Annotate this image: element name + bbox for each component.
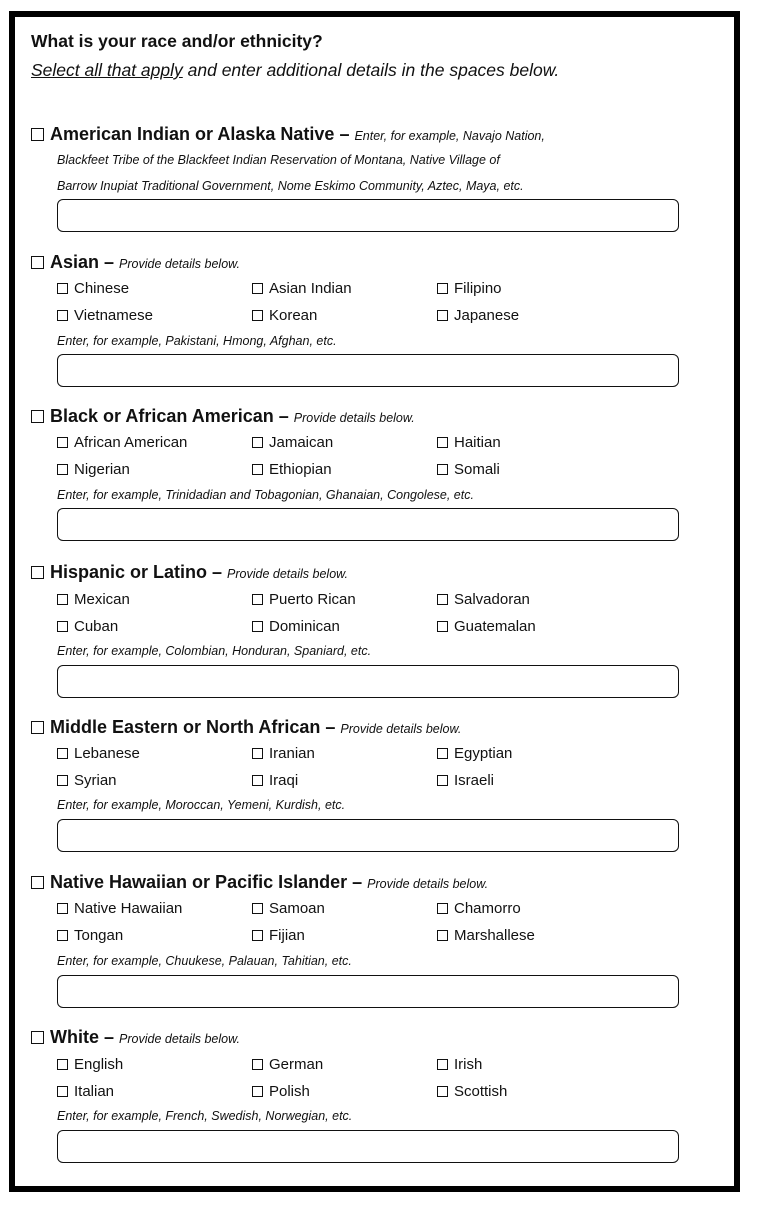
checkbox-icon[interactable] — [31, 128, 44, 141]
option-label: Haitian — [454, 434, 501, 451]
checkbox-icon[interactable] — [437, 903, 448, 914]
option-label: Asian Indian — [269, 280, 352, 297]
checkbox-icon[interactable] — [437, 748, 448, 759]
hint-text-line-3: Barrow Inupiat Traditional Government, Nome Eskimo Community, Aztec, Maya, etc. — [57, 179, 524, 193]
checkbox-icon[interactable] — [437, 310, 448, 321]
checkbox-icon[interactable] — [57, 1086, 68, 1097]
checkbox-icon[interactable] — [57, 464, 68, 475]
hint-text: Provide details below. — [293, 411, 415, 425]
option-label: Vietnamese — [74, 307, 153, 324]
checkbox-israeli[interactable] — [437, 772, 494, 790]
asian-details-input[interactable] — [57, 354, 679, 387]
option-label: Tongan — [74, 927, 124, 944]
checkbox-egyptian[interactable] — [437, 745, 512, 763]
checkbox-icon[interactable] — [252, 1059, 263, 1070]
main-label: Asian — [50, 252, 100, 272]
option-label: English — [74, 1056, 124, 1073]
checkbox-icon[interactable] — [252, 1086, 263, 1097]
option-label: Puerto Rican — [269, 591, 356, 608]
checkbox-middle-eastern-north-african[interactable] — [31, 716, 461, 740]
checkbox-haitian[interactable] — [437, 434, 501, 452]
option-label: Chamorro — [454, 900, 521, 917]
option-label: Israeli — [454, 772, 495, 789]
checkbox-icon[interactable] — [252, 621, 263, 632]
example-text: Enter, for example, French, Swedish, Norwegian, etc. — [57, 1109, 353, 1123]
checkbox-icon[interactable] — [437, 594, 448, 605]
instruction-select-all: Select all that apply — [31, 60, 183, 80]
checkbox-hispanic-latino[interactable] — [31, 561, 348, 585]
question-instruction — [31, 60, 559, 81]
checkbox-icon[interactable] — [57, 621, 68, 632]
option-label: Marshallese — [454, 927, 535, 944]
dash: – — [99, 1027, 120, 1047]
option-label: Polish — [269, 1083, 310, 1100]
checkbox-icon[interactable] — [252, 464, 263, 475]
checkbox-puerto-rican[interactable] — [252, 591, 356, 609]
checkbox-native-hawaiian[interactable] — [57, 900, 182, 918]
checkbox-icon[interactable] — [57, 1059, 68, 1070]
main-label: Black or African American — [50, 406, 274, 426]
checkbox-marshallese[interactable] — [437, 927, 535, 945]
checkbox-icon[interactable] — [31, 721, 44, 734]
checkbox-nigerian[interactable] — [57, 461, 130, 479]
white-details-input[interactable] — [57, 1130, 679, 1163]
checkbox-icon[interactable] — [437, 775, 448, 786]
checkbox-icon[interactable] — [57, 283, 68, 294]
option-label: Nigerian — [74, 461, 130, 478]
checkbox-icon[interactable] — [57, 775, 68, 786]
example-text: Enter, for example, Chuukese, Palauan, Tahitian, etc. — [57, 954, 352, 968]
example-text: Enter, for example, Colombian, Honduran, Spaniard, etc. — [57, 644, 372, 658]
checkbox-somali[interactable] — [437, 461, 500, 479]
option-label: Irish — [454, 1056, 483, 1073]
checkbox-iraqi[interactable] — [252, 772, 298, 790]
checkbox-icon[interactable] — [31, 410, 44, 423]
checkbox-dominican[interactable] — [252, 618, 340, 636]
checkbox-scottish[interactable] — [437, 1083, 507, 1101]
instruction-rest: and enter additional details in the spaces below. — [182, 60, 560, 80]
hint-text-line-2: Blackfeet Tribe of the Blackfeet Indian Reservation of Montana, Native Village of — [57, 153, 500, 167]
checkbox-icon[interactable] — [437, 1086, 448, 1097]
checkbox-guatemalan[interactable] — [437, 618, 536, 636]
hint-text: Provide details below. — [227, 567, 348, 581]
example-text: Enter, for example, Pakistani, Hmong, Afghan, etc. — [57, 334, 337, 348]
checkbox-icon[interactable] — [437, 464, 448, 475]
checkbox-ethiopian[interactable] — [252, 461, 332, 479]
checkbox-mexican[interactable] — [57, 591, 130, 609]
mena-details-input[interactable] — [57, 819, 679, 852]
option-label: African American — [74, 434, 188, 451]
checkbox-icon[interactable] — [252, 594, 263, 605]
checkbox-icon[interactable] — [252, 437, 263, 448]
checkbox-native-hawaiian-pacific-islander[interactable] — [31, 871, 488, 895]
option-label: Guatemalan — [454, 618, 536, 635]
option-label: Syrian — [74, 772, 117, 789]
checkbox-italian[interactable] — [57, 1083, 114, 1101]
checkbox-icon[interactable] — [437, 621, 448, 632]
hint-text: Provide details below. — [119, 1032, 240, 1046]
checkbox-icon[interactable] — [57, 930, 68, 941]
checkbox-fijian[interactable] — [252, 927, 305, 945]
option-label: Jamaican — [269, 434, 334, 451]
checkbox-irish[interactable] — [437, 1056, 482, 1074]
black-details-input[interactable] — [57, 508, 679, 541]
option-label: German — [269, 1056, 324, 1073]
main-label: Middle Eastern or North African — [50, 717, 321, 737]
checkbox-chamorro[interactable] — [437, 900, 521, 918]
dash: – — [334, 124, 355, 144]
checkbox-icon[interactable] — [57, 310, 68, 321]
option-label: Italian — [74, 1083, 115, 1100]
question-title: What is your race and/or ethnicity? — [31, 31, 323, 51]
hint-text: Provide details below. — [119, 257, 240, 271]
checkbox-japanese[interactable] — [437, 307, 519, 325]
checkbox-salvadoran[interactable] — [437, 591, 530, 609]
checkbox-lebanese[interactable] — [57, 745, 140, 763]
checkbox-korean[interactable] — [252, 307, 317, 325]
option-label: Cuban — [74, 618, 119, 635]
option-label: Egyptian — [454, 745, 513, 762]
checkbox-asian-indian[interactable] — [252, 280, 352, 298]
checkbox-iranian[interactable] — [252, 745, 315, 763]
hint-text: Provide details below. — [340, 722, 462, 736]
example-text: Enter, for example, Moroccan, Yemeni, Kurdish, etc. — [57, 798, 346, 812]
dash: – — [273, 406, 294, 426]
option-label: Filipino — [454, 280, 502, 297]
option-label: Fijian — [269, 927, 305, 944]
checkbox-icon[interactable] — [437, 930, 448, 941]
checkbox-american-indian-alaska-native[interactable] — [31, 123, 545, 147]
option-label: Salvadoran — [454, 591, 530, 608]
option-label: Lebanese — [74, 745, 140, 762]
checkbox-english[interactable] — [57, 1056, 123, 1074]
checkbox-icon[interactable] — [57, 748, 68, 759]
main-label: American Indian or Alaska Native — [50, 124, 335, 144]
option-label: Iraqi — [269, 772, 299, 789]
aian-details-input[interactable] — [57, 199, 679, 232]
checkbox-icon[interactable] — [252, 283, 263, 294]
option-label: Native Hawaiian — [74, 900, 183, 917]
option-label: Mexican — [74, 591, 130, 608]
option-label: Scottish — [454, 1083, 508, 1100]
hispanic-details-input[interactable] — [57, 665, 679, 698]
checkbox-icon[interactable] — [252, 930, 263, 941]
checkbox-filipino[interactable] — [437, 280, 502, 298]
checkbox-icon[interactable] — [31, 256, 44, 269]
checkbox-cuban[interactable] — [57, 618, 118, 636]
option-label: Ethiopian — [269, 461, 332, 478]
checkbox-african-american[interactable] — [57, 434, 187, 452]
dash: – — [347, 872, 368, 892]
main-label: White — [50, 1027, 99, 1047]
checkbox-syrian[interactable] — [57, 772, 117, 790]
checkbox-tongan[interactable] — [57, 927, 123, 945]
checkbox-icon[interactable] — [57, 903, 68, 914]
checkbox-polish[interactable] — [252, 1083, 310, 1101]
checkbox-icon[interactable] — [437, 283, 448, 294]
checkbox-black-african-american[interactable] — [31, 405, 415, 429]
dash: – — [99, 252, 120, 272]
example-text: Enter, for example, Trinidadian and Tobagonian, Ghanaian, Congolese, etc. — [57, 488, 474, 502]
checkbox-samoan[interactable] — [252, 900, 325, 918]
main-label: Native Hawaiian or Pacific Islander — [50, 872, 348, 892]
checkbox-vietnamese[interactable] — [57, 307, 153, 325]
checkbox-icon[interactable] — [252, 748, 263, 759]
option-label: Somali — [454, 461, 500, 478]
checkbox-jamaican[interactable] — [252, 434, 333, 452]
option-label: Dominican — [269, 618, 340, 635]
checkbox-icon[interactable] — [252, 775, 263, 786]
option-label: Japanese — [454, 307, 520, 324]
option-label: Korean — [269, 307, 318, 324]
hint-text: Enter, for example, Navajo Nation, — [354, 129, 545, 143]
checkbox-chinese[interactable] — [57, 280, 129, 298]
checkbox-icon[interactable] — [31, 1031, 44, 1044]
option-label: Chinese — [74, 280, 130, 297]
checkbox-icon[interactable] — [437, 437, 448, 448]
dash: – — [207, 562, 228, 582]
main-label: Hispanic or Latino — [50, 562, 208, 582]
checkbox-icon[interactable] — [252, 310, 263, 321]
checkbox-white[interactable] — [31, 1026, 240, 1050]
nhpi-details-input[interactable] — [57, 975, 679, 1008]
dash: – — [320, 717, 341, 737]
checkbox-german[interactable] — [252, 1056, 323, 1074]
checkbox-icon[interactable] — [437, 1059, 448, 1070]
checkbox-icon[interactable] — [57, 437, 68, 448]
option-label: Iranian — [269, 745, 315, 762]
checkbox-asian[interactable] — [31, 251, 240, 275]
option-label: Samoan — [269, 900, 325, 917]
checkbox-icon[interactable] — [31, 566, 44, 579]
hint-text: Provide details below. — [367, 877, 489, 891]
checkbox-icon[interactable] — [31, 876, 44, 889]
checkbox-icon[interactable] — [57, 594, 68, 605]
checkbox-icon[interactable] — [252, 903, 263, 914]
